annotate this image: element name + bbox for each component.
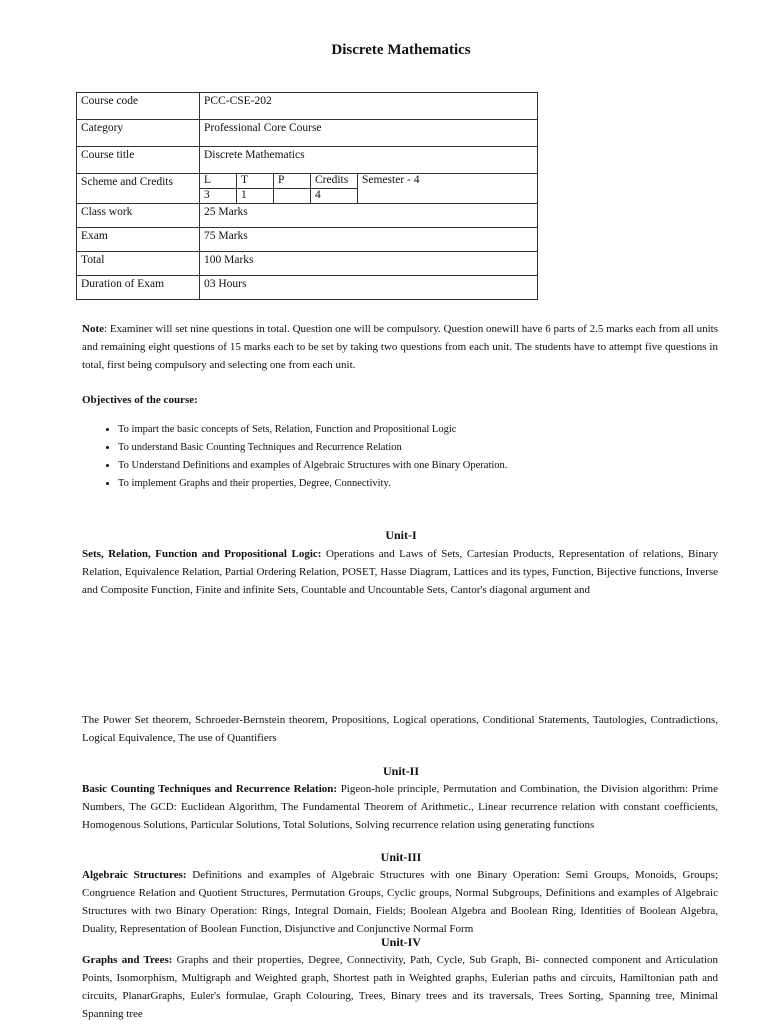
- scheme-table: [200, 174, 537, 203]
- course-code-value: PCC-CSE-202: [200, 93, 538, 120]
- unit-1-text: Operations and Laws of Sets, Cartesian Products, Representation of relations, Binary Relation, Equivalence Relation, Partial Ordering Relation, POSET, Hasse Diagram, Lattices and its types, Function, Bijective functions, Inverse and Composite Function, Finite and infinite Sets, Countable and Uncountable Sets, Cantor's diagonal argument and: [82, 548, 718, 596]
- exam-note: [82, 320, 718, 374]
- row-course-title: [77, 147, 538, 174]
- scheme-P: P: [274, 174, 311, 189]
- row-total: [77, 252, 538, 276]
- unit-3-text: Definitions and examples of Algebraic Structures with one Binary Operation: Semi Groups, Monoids, Groups; Congruence Relation and Quotient Structures, Permutation Groups, Cyclic groups, Normal Subgroups, Definitions and examples of Algebraic Structures with two Binary Operation: Rings, Integral Domain, Fields; Boolean Algebra and Boolean Ring, Identities of Boolean Algebra, Duality, Representation of Boolean Function, Disjunctive and Conjunctive Normal Form: [82, 869, 718, 935]
- row-duration: [77, 276, 538, 300]
- scheme-semester: Semester - 4: [358, 174, 538, 203]
- note-text: : Examiner will set nine questions in total. Question one will be compulsory. Question onewill have 6 parts of 2.5 marks each from all units and remaining eight questions of 15 marks each to be set by taking two questions from each unit. The students have to attempt five questions in total, first being compulsory and selecting one from each unit.: [82, 323, 718, 371]
- document-title: Discrete Mathematics: [331, 42, 471, 58]
- total-value: 100 Marks: [200, 252, 538, 276]
- unit-4-content: [82, 951, 718, 1023]
- row-scheme: [77, 174, 538, 204]
- unit-2-heading: Unit-II: [382, 764, 419, 778]
- scheme-T-value: 1: [237, 189, 274, 204]
- scheme-L-value: 3: [200, 189, 237, 204]
- total-label: Total: [77, 252, 200, 276]
- category-label: Category: [77, 120, 200, 147]
- course-title-value: Discrete Mathematics: [200, 147, 538, 174]
- unit-1-content: [82, 545, 718, 599]
- scheme-cell: [200, 174, 538, 204]
- unit-4-heading: Unit-IV: [380, 935, 421, 949]
- note-label: Note: [82, 323, 104, 335]
- course-title-label: Course title: [77, 147, 200, 174]
- row-course-code: [77, 93, 538, 120]
- objectives-title: Objectives of the course:: [82, 394, 198, 406]
- unit-1-heading: Unit-I: [385, 528, 417, 542]
- unit-1-continuation: The Power Set theorem, Schroeder-Bernstein theorem, Propositions, Logical operations, Conditional Statements, Tautologies, Contradictions, Logical Equivalence, The use of Quantifiers: [82, 714, 718, 744]
- classwork-label: Class work: [77, 204, 200, 228]
- unit-3-topic: Algebraic Structures:: [82, 869, 187, 881]
- row-category: [77, 120, 538, 147]
- unit-4-topic: Graphs and Trees:: [82, 954, 173, 966]
- category-value: Professional Core Course: [200, 120, 538, 147]
- unit-3-content: [82, 866, 718, 938]
- row-exam: [77, 228, 538, 252]
- scheme-T: T: [237, 174, 274, 189]
- duration-label: Duration of Exam: [77, 276, 200, 300]
- objectives-list: [82, 421, 718, 493]
- exam-label: Exam: [77, 228, 200, 252]
- list-item: • To implement Graphs and their properties, Degree, Connectivity.: [118, 475, 718, 493]
- list-item: • To Understand Definitions and examples of Algebraic Structures with one Binary Operation.: [118, 457, 718, 475]
- scheme-credits-label: Credits: [311, 174, 358, 189]
- scheme-P-value: [274, 189, 311, 204]
- unit-2-text: Pigeon-hole principle, Permutation and Combination, the Division algorithm: Prime Numbers, The GCD: Euclidean Algorithm, The Fundamental Theorem of Arithmetic., Linear recurrence relation with constant coefficients, Homogenous Solutions, Particular Solutions, Total Solutions, Solving recurrence relation using generating functions: [82, 783, 718, 831]
- scheme-credits-value: 4: [311, 189, 358, 204]
- scheme-label: Scheme and Credits: [77, 174, 200, 204]
- unit-2-content: [82, 780, 718, 834]
- list-item: • To impart the basic concepts of Sets, Relation, Function and Propositional Logic: [118, 421, 718, 439]
- classwork-value: 25 Marks: [200, 204, 538, 228]
- duration-value: 03 Hours: [200, 276, 538, 300]
- row-classwork: [77, 204, 538, 228]
- scheme-L: L: [200, 174, 237, 189]
- unit-3-heading: Unit-III: [380, 850, 422, 864]
- unit-1-topic: Sets, Relation, Function and Propositional Logic:: [82, 548, 322, 560]
- course-code-label: Course code: [77, 93, 200, 120]
- course-info-table: [76, 92, 538, 300]
- list-item: • To understand Basic Counting Techniques and Recurrence Relation: [118, 439, 718, 457]
- exam-value: 75 Marks: [200, 228, 538, 252]
- unit-2-topic: Basic Counting Techniques and Recurrence Relation:: [82, 783, 338, 795]
- unit-4-text: Graphs and their properties, Degree, Connectivity, Path, Cycle, Sub Graph, Bi- connected component and Articulation Points, Isomorphism, Multigraph and Weighted graph, Shortest path in Weighted graphs, Eulerian paths and circuits, Hamiltonian path and circuits, PlanarGraphs, Euler's formulae, Graph Colouring, Trees, Binary trees and its traversals, Trees Sorting, Spanning tree, Minimal Spanning tree: [82, 954, 719, 1020]
